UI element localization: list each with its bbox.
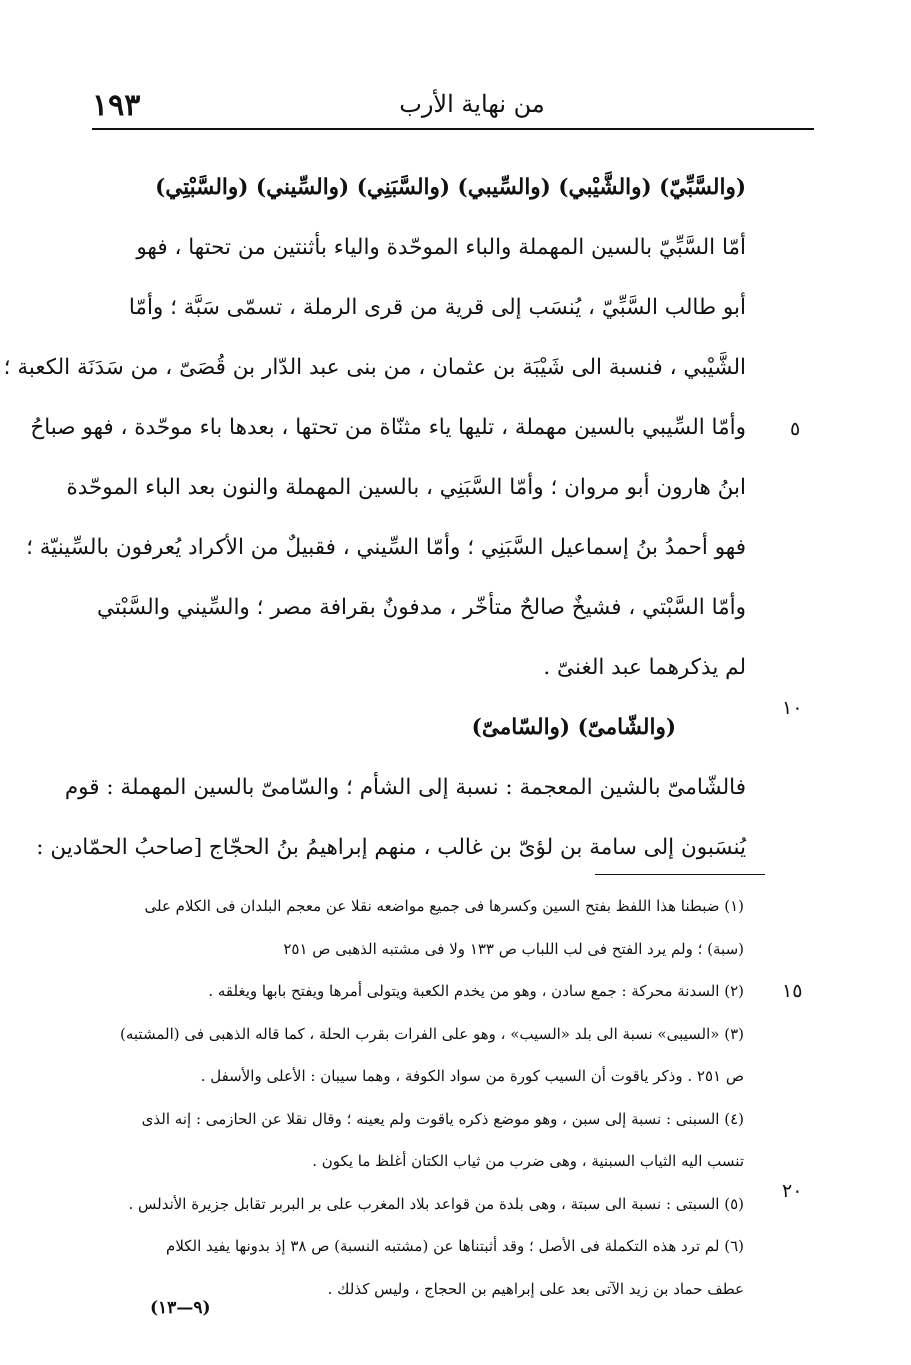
printer-signature: (٩—١٣) [150,1298,211,1318]
line-number-5: ٥ [790,418,801,440]
text-line: ابنُ هارون أبو مروان ؛ وأمّا السَّبَنِي ، بالسين المهملة والنون بعد الباء الموحّدة [66,475,746,500]
text-line: وأمّا السَّبْتي ، فشيخٌ صالحٌ متأخّر ، مدفونٌ بقرافة مصر ؛ والسِّيني والسَّبْتي [97,595,746,620]
page-number: ١٩٣ [92,88,141,123]
footnote-separator [595,874,765,875]
text-line: وأمّا السِّيبي بالسين مهملة ، تليها ياء مثنّاة من تحتها ، بعدها باء موحّدة ، فهو صباحُ [30,415,746,440]
running-title: من نهاية الأرب [399,90,545,118]
main-text [3,175,746,895]
section-heading: (والشّامىّ) (والسّامىّ) [471,715,676,740]
text-line: الشَّيْبي ، فنسبة الى شَيْبَة بن عثمان ، من بنى عبد الدّار بن قُصَىّ ، من سَدَنَة الكعبة ؛ [3,355,746,380]
footnote-line: (٣) «السيبى» نسبة الى بلد «السيب» ، وهو على الفرات بقرب الحلة ، كما قاله الذهبى فى (المشتبه) [120,1024,744,1043]
footnote-line: (٤) السبنى : نسبة إلى سبن ، وهو موضع ذكره ياقوت ولم يعينه ؛ وقال نقلا عن الحازمى : إنه الذى [141,1109,744,1128]
footnotes [104,896,744,1321]
line-number-10: ١٠ [782,697,803,719]
footnote-line: (١) ضبطنا هذا اللفظ بفتح السين وكسرها فى جميع مواضعه نقلا عن معجم البلدان فى الكلام على [144,897,744,915]
text-line: فالشّامىّ بالشين المعجمة : نسبة إلى الشأم ؛ والسّامىّ بالسين المهملة : قوم [64,775,746,800]
text-line: أبو طالب السَّبِّيّ ، يُنسَب إلى قرية من قرى الرملة ، تسمّى سَبَّة ؛ وأمّا [128,295,746,320]
line-number-15: ١٥ [782,980,803,1002]
entry-heading: (والسَّبِّيّ) (والشَّيْبي) (والسِّيبي) (والسَّبَنِي) (والسِّيني) (والسَّبْتِي) [155,175,746,200]
text-line: يُنسَبون إلى سامة بن لؤىّ بن غالب ، منهم إبراهيمُ بنُ الحجّاج [صاحبُ الحمّادين : [36,835,746,860]
footnote-line: ص ٢٥١ . وذكر ياقوت أن السيب كورة من سواد الكوفة ، وهما سيبان : الأعلى والأسفل . [200,1067,744,1085]
footnote-line: (سبة) ؛ ولم يرد الفتح فى لب اللباب ص ١٣٣ ولا فى مشتبه الذهبى ص ٢٥١ [283,939,744,958]
page-header [92,88,814,130]
text-line: فهو أحمدُ بنُ إسماعيل السَّبَنِي ؛ وأمّا السِّيني ، فقبيلٌ من الأكراد يُعرفون بالسِّينيّة ؛ [26,535,746,560]
footnote-line: (٦) لم ترد هذه التكملة فى الأصل ؛ وقد أثبتناها عن (مشتبه النسبة) ص ٣٨ إذ بدونها يفيد الكلام [166,1237,744,1255]
text-line: لم يذكرهما عبد الغنىّ . [543,655,746,680]
line-number-20: ٢٠ [782,1180,803,1202]
text-line: أمّا السَّبِّيّ بالسين المهملة والباء الموحّدة والياء بأثنتين من تحتها ، فهو [136,235,746,260]
footnote-line: (٢) السدنة محركة : جمع سادن ، وهو من يخدم الكعبة ويتولى أمرها ويفتح بابها ويغلقه . [208,982,744,1000]
footnote-line: عطف حماد بن زيد الآتى بعد على إبراهيم بن الحجاج ، وليس كذلك . [327,1279,744,1298]
footnote-line: تنسب اليه الثياب السبنية ، وهى ضرب من ثياب الكتان أغلظ ما يكون . [312,1152,744,1170]
footnote-line: (٥) السبتى : نسبة الى سبتة ، وهى بلدة من قواعد بلاد المغرب على بر البربر تقابل جزيرة الأندلس . [128,1194,744,1213]
